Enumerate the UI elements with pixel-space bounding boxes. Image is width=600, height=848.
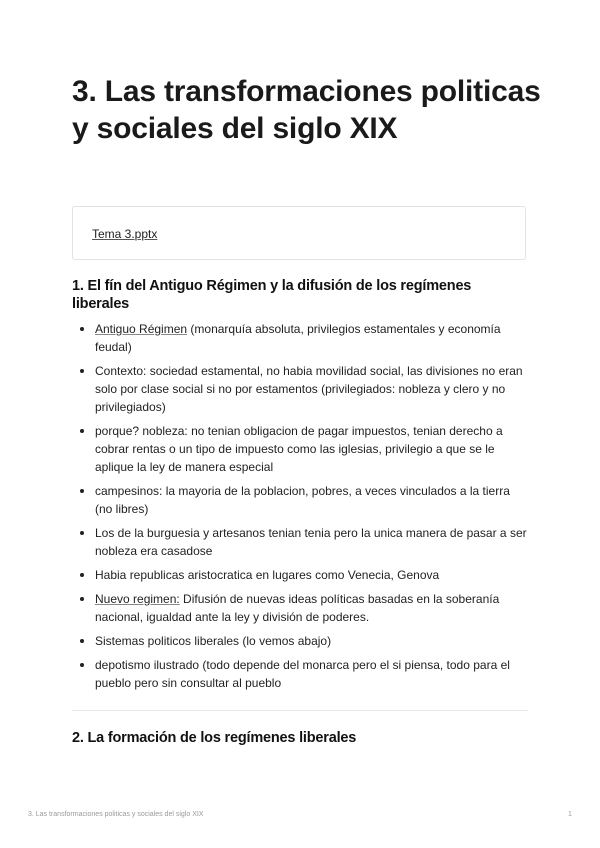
list-item-text: depotismo ilustrado (todo depende del monarca pero el si piensa, todo para el pueblo pero sin consultar al pueblo [95,658,510,690]
bullet-icon [80,573,84,577]
list-item-text: Los de la burguesia y artesanos tenian tenia pero la unica manera de pasar a ser nobleza era casadose [95,526,527,558]
list-item-text: Contexto: sociedad estamental, no habia movilidad social, las divisiones no eran solo por clase social si no por estamentos (privilegiados: nobleza y clero y no privilegiados) [95,364,523,414]
bullet-icon [80,429,84,433]
page-link[interactable]: Antiguo Régimen [95,322,188,336]
list-item [72,362,530,416]
list-item [72,422,530,476]
section-heading: 2. La formación de los regímenes liberales [72,730,357,746]
list-item-text: (monarquía absoluta, privilegios estamentales y economía feudal) [95,322,501,354]
list-item [72,656,530,692]
page-title: 3. Las transformaciones politicas y sociales del siglo XIX [72,75,541,145]
page-link[interactable]: Nuevo regimen: [95,592,180,606]
divider [72,710,528,711]
footer-title: 3. Las transformaciones politicas y sociales del siglo XIX [28,811,204,818]
list-item-text: campesinos: la mayoria de la poblacion, pobres, a veces vinculados a la tierra (no libres) [95,484,510,516]
page-number: 1 [568,811,572,818]
list-item [72,320,530,356]
bullet-icon [80,531,84,535]
list-item [72,590,530,626]
bullet-list [72,320,530,698]
list-item [72,566,530,584]
list-item-text: Habia republicas aristocratica en lugares como Venecia, Genova [95,568,440,582]
bullet-icon [80,639,84,643]
bullet-icon [80,597,84,601]
section-heading: 1. El fín del Antiguo Régimen y la difusión de los regímenes liberales [72,278,472,312]
list-item [72,482,530,518]
list-item-text: Sistemas politicos liberales (lo vemos abajo) [95,634,332,648]
attachment-link[interactable]: Tema 3.pptx [92,227,158,241]
list-item-text: Difusión de nuevas ideas políticas basadas en la soberanía nacional, igualdad ante la ley y división de poderes. [95,592,500,624]
bullet-icon [80,489,84,493]
bullet-icon [80,369,84,373]
list-item [72,632,530,650]
attachment-box [72,206,526,260]
bullet-icon [80,327,84,331]
list-item [72,524,530,560]
bullet-icon [80,663,84,667]
list-item-text: porque? nobleza: no tenian obligacion de pagar impuestos, tenian derecho a cobrar rentas o un tipo de impuesto como las iglesias, privilegio a que se le aplique la ley de manera especial [95,424,503,474]
